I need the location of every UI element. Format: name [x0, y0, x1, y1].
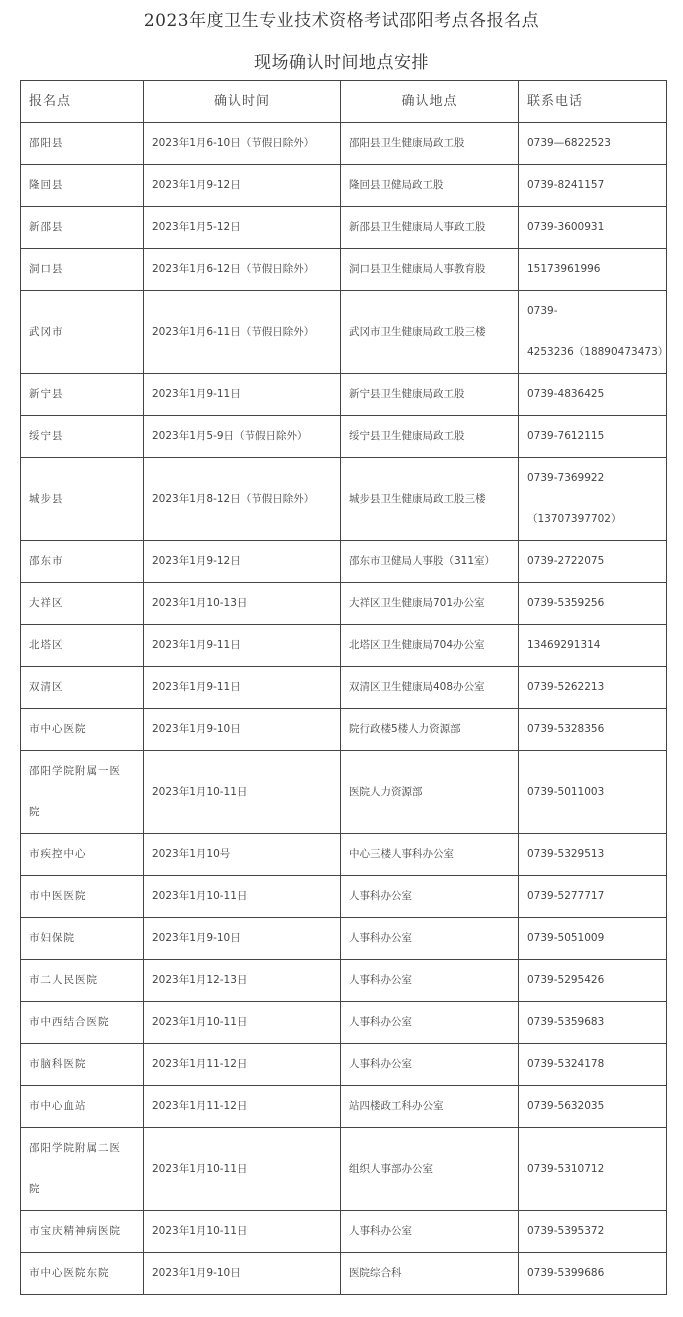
cell-location: 医院综合科	[341, 1253, 519, 1295]
cell-time: 2023年1月9-10日	[144, 709, 341, 751]
cell-site: 市中医医院	[21, 876, 144, 918]
cell-location: 武冈市卫生健康局政工股三楼	[341, 291, 519, 374]
cell-site: 市中心血站	[21, 1086, 144, 1128]
table-row	[21, 1211, 667, 1253]
table-row	[21, 918, 667, 960]
header-location: 确认地点	[341, 81, 519, 123]
cell-site: 邵东市	[21, 541, 144, 583]
table-row	[21, 960, 667, 1002]
table-row	[21, 458, 667, 541]
table-row	[21, 834, 667, 876]
cell-location: 隆回县卫健局政工股	[341, 165, 519, 207]
table-row	[21, 541, 667, 583]
cell-site: 市二人民医院	[21, 960, 144, 1002]
cell-site: 大祥区	[21, 583, 144, 625]
table-header-row	[21, 81, 667, 123]
cell-location: 新宁县卫生健康局政工股	[341, 374, 519, 416]
cell-site: 市中心医院	[21, 709, 144, 751]
cell-location: 人事科办公室	[341, 1002, 519, 1044]
cell-site: 新邵县	[21, 207, 144, 249]
table-row	[21, 583, 667, 625]
cell-location: 邵东市卫健局人事股（311室）	[341, 541, 519, 583]
cell-time: 2023年1月12-13日	[144, 960, 341, 1002]
cell-site: 双清区	[21, 667, 144, 709]
cell-location: 双清区卫生健康局408办公室	[341, 667, 519, 709]
cell-site: 市脑科医院	[21, 1044, 144, 1086]
cell-phone: 0739-5632035	[519, 1086, 667, 1128]
cell-site: 邵阳学院附属一医 院	[21, 751, 144, 834]
cell-site: 绥宁县	[21, 416, 144, 458]
cell-site: 市妇保院	[21, 918, 144, 960]
cell-location: 人事科办公室	[341, 1211, 519, 1253]
cell-phone: 15173961996	[519, 249, 667, 291]
cell-time: 2023年1月9-11日	[144, 374, 341, 416]
cell-phone: 0739-7612115	[519, 416, 667, 458]
header-time: 确认时间	[144, 81, 341, 123]
cell-phone: 0739-5011003	[519, 751, 667, 834]
cell-phone: 0739-3600931	[519, 207, 667, 249]
table-row	[21, 876, 667, 918]
table-row	[21, 207, 667, 249]
cell-time: 2023年1月9-10日	[144, 918, 341, 960]
cell-location: 绥宁县卫生健康局政工股	[341, 416, 519, 458]
cell-phone: 0739- 4253236（18890473473）	[519, 291, 667, 374]
cell-phone: 0739-4836425	[519, 374, 667, 416]
cell-time: 2023年1月10-11日	[144, 1002, 341, 1044]
cell-time: 2023年1月10-11日	[144, 751, 341, 834]
table-body	[21, 123, 667, 1295]
cell-time: 2023年1月10-11日	[144, 1128, 341, 1211]
cell-site: 隆回县	[21, 165, 144, 207]
cell-phone: 0739-5329513	[519, 834, 667, 876]
cell-location: 医院人力资源部	[341, 751, 519, 834]
cell-site: 武冈市	[21, 291, 144, 374]
table-row	[21, 374, 667, 416]
cell-phone: 0739-2722075	[519, 541, 667, 583]
cell-location: 站四楼政工科办公室	[341, 1086, 519, 1128]
cell-location: 大祥区卫生健康局701办公室	[341, 583, 519, 625]
cell-site: 市中西结合医院	[21, 1002, 144, 1044]
table-row	[21, 625, 667, 667]
cell-time: 2023年1月9-12日	[144, 541, 341, 583]
cell-location: 城步县卫生健康局政工股三楼	[341, 458, 519, 541]
cell-time: 2023年1月10号	[144, 834, 341, 876]
cell-location: 人事科办公室	[341, 1044, 519, 1086]
cell-time: 2023年1月10-11日	[144, 876, 341, 918]
cell-time: 2023年1月6-11日（节假日除外）	[144, 291, 341, 374]
cell-phone: 13469291314	[519, 625, 667, 667]
cell-time: 2023年1月5-12日	[144, 207, 341, 249]
cell-time: 2023年1月8-12日（节假日除外）	[144, 458, 341, 541]
table-row	[21, 709, 667, 751]
cell-location: 组织人事部办公室	[341, 1128, 519, 1211]
cell-time: 2023年1月6-10日（节假日除外）	[144, 123, 341, 165]
table-row	[21, 1253, 667, 1295]
cell-time: 2023年1月11-12日	[144, 1044, 341, 1086]
header-site: 报名点	[21, 81, 144, 123]
cell-phone: 0739-5262213	[519, 667, 667, 709]
cell-phone: 0739-8241157	[519, 165, 667, 207]
table-row	[21, 416, 667, 458]
table-row	[21, 291, 667, 374]
schedule-table	[20, 80, 667, 1295]
cell-location: 人事科办公室	[341, 876, 519, 918]
cell-time: 2023年1月9-10日	[144, 1253, 341, 1295]
cell-site: 邵阳县	[21, 123, 144, 165]
cell-location: 院行政楼5楼人力资源部	[341, 709, 519, 751]
cell-phone: 0739-5399686	[519, 1253, 667, 1295]
table-row	[21, 165, 667, 207]
cell-location: 邵阳县卫生健康局政工股	[341, 123, 519, 165]
cell-phone: 0739-5359256	[519, 583, 667, 625]
cell-location: 洞口县卫生健康局人事教育股	[341, 249, 519, 291]
cell-phone: 0739-5295426	[519, 960, 667, 1002]
cell-location: 北塔区卫生健康局704办公室	[341, 625, 519, 667]
cell-time: 2023年1月10-11日	[144, 1211, 341, 1253]
cell-phone: 0739-5051009	[519, 918, 667, 960]
cell-time: 2023年1月9-11日	[144, 667, 341, 709]
table-row	[21, 123, 667, 165]
cell-site: 市宝庆精神病医院	[21, 1211, 144, 1253]
table-row	[21, 1044, 667, 1086]
cell-site: 北塔区	[21, 625, 144, 667]
cell-site: 洞口县	[21, 249, 144, 291]
cell-site: 市疾控中心	[21, 834, 144, 876]
table-row	[21, 751, 667, 834]
cell-time: 2023年1月11-12日	[144, 1086, 341, 1128]
table-row	[21, 667, 667, 709]
page-subtitle: 现场确认时间地点安排	[254, 53, 429, 73]
cell-phone: 0739-5324178	[519, 1044, 667, 1086]
table-row	[21, 1002, 667, 1044]
cell-location: 新邵县卫生健康局人事政工股	[341, 207, 519, 249]
cell-time: 2023年1月10-13日	[144, 583, 341, 625]
cell-phone: 0739-7369922 （13707397702）	[519, 458, 667, 541]
cell-location: 中心三楼人事科办公室	[341, 834, 519, 876]
page-title: 2023年度卫生专业技术资格考试邵阳考点各报名点	[143, 11, 540, 31]
table-row	[21, 1086, 667, 1128]
table-row	[21, 1128, 667, 1211]
cell-time: 2023年1月6-12日（节假日除外）	[144, 249, 341, 291]
cell-phone: 0739—6822523	[519, 123, 667, 165]
cell-site: 市中心医院东院	[21, 1253, 144, 1295]
cell-phone: 0739-5328356	[519, 709, 667, 751]
cell-location: 人事科办公室	[341, 960, 519, 1002]
cell-site: 邵阳学院附属二医 院	[21, 1128, 144, 1211]
header-phone: 联系电话	[519, 81, 667, 123]
cell-phone: 0739-5359683	[519, 1002, 667, 1044]
cell-site: 新宁县	[21, 374, 144, 416]
table-row	[21, 249, 667, 291]
cell-phone: 0739-5395372	[519, 1211, 667, 1253]
cell-time: 2023年1月9-11日	[144, 625, 341, 667]
cell-time: 2023年1月5-9日（节假日除外）	[144, 416, 341, 458]
cell-phone: 0739-5277717	[519, 876, 667, 918]
cell-phone: 0739-5310712	[519, 1128, 667, 1211]
cell-location: 人事科办公室	[341, 918, 519, 960]
cell-site: 城步县	[21, 458, 144, 541]
cell-time: 2023年1月9-12日	[144, 165, 341, 207]
